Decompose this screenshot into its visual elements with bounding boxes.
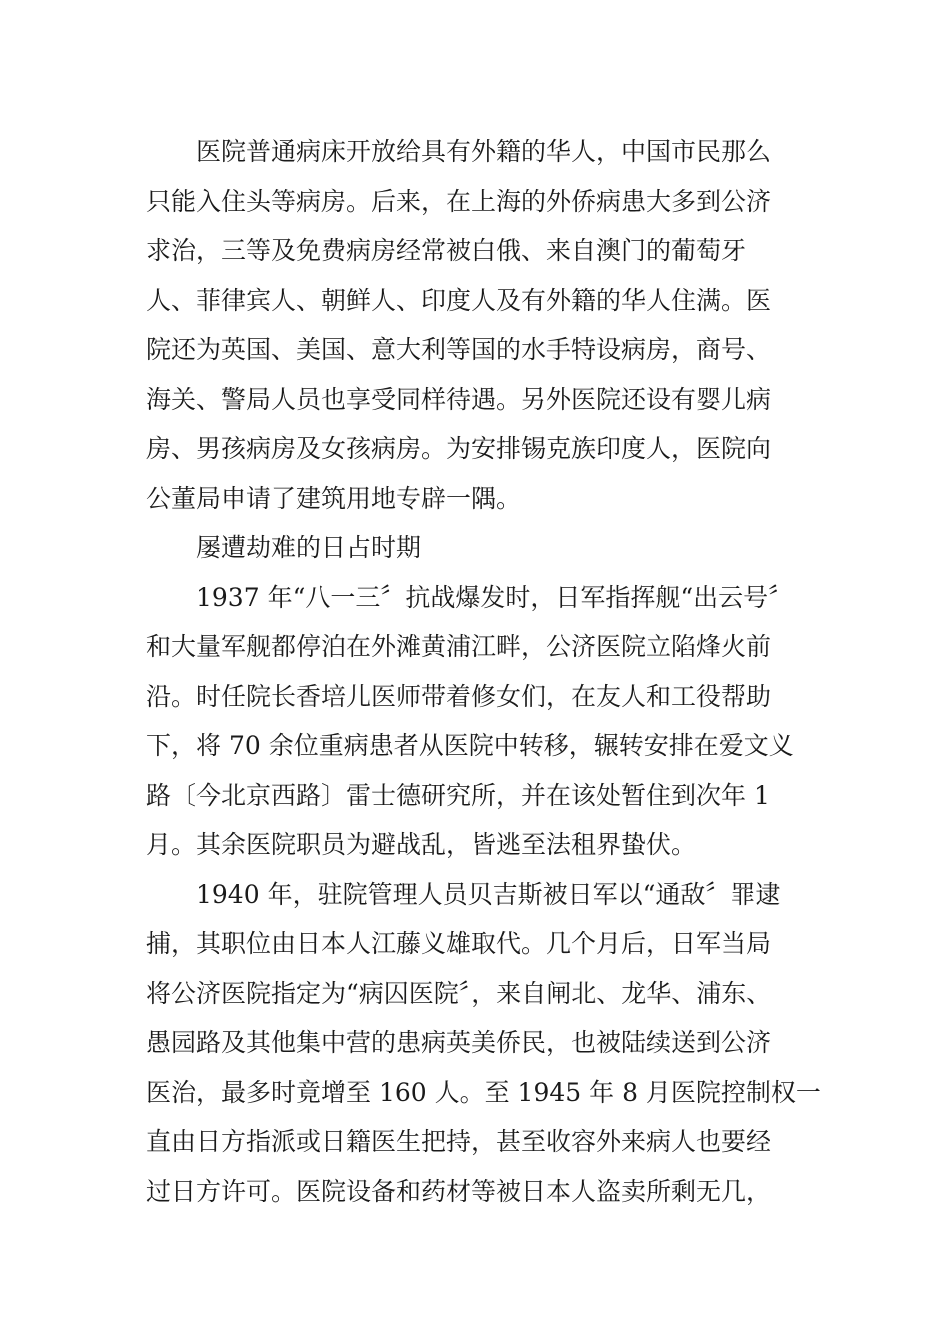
paragraph-line: 求治，三等及免费病房经常被白俄、来自澳门的葡萄牙 [146, 236, 747, 265]
paragraph-line: 直由日方指派或日籍医生把持，甚至收容外来病人也要经 [146, 1127, 772, 1156]
document-body [146, 127, 821, 1216]
paragraph-line: 沿。时任院长香培儿医师带着修女们，在友人和工役帮助 [146, 681, 772, 711]
paragraph-line: 海关、警局人员也享受同样待遇。另外医院还设有婴儿病 [146, 384, 772, 414]
paragraph-line: 捕，其职位由日本人江藤义雄取代。几个月后，日军当局 [146, 929, 772, 958]
paragraph-line: 人、菲律宾人、朝鲜人、印度人及有外籍的华人住满。医 [146, 285, 772, 315]
paragraph-line: 愚园路及其他集中营的患病英美侨民，也被陆续送到公济 [146, 1028, 772, 1057]
paragraph-line: 将公济医院指定为“病囚医院〞，来自闸北、龙华、浦东、 [146, 978, 772, 1008]
paragraph-line: 1937 年“八一三〞抗战爆发时，日军指挥舰“出云号〞 [196, 582, 794, 612]
paragraph-line: 和大量军舰都停泊在外滩黄浦江畔，公济医院立陷烽火前 [146, 632, 772, 661]
paragraph-line: 只能入住头等病房。后来，在上海的外侨病患大多到公济 [146, 186, 772, 216]
paragraph-line: 下，将 70 余位重病患者从医院中转移，辗转安排在爱文义 [146, 731, 794, 760]
paragraph-line: 路〔今北京西路〕雷士德研究所，并在该处暂住到次年 1 [146, 780, 770, 810]
paragraph-line: 医治，最多时竟增至 160 人。至 1945 年 8 月医院控制权一 [146, 1077, 821, 1107]
paragraph-line: 房、男孩病房及女孩病房。为安排锡克族印度人，医院向 [146, 434, 772, 463]
paragraph-line: 月。其余医院职员为避战乱，皆逃至法租界蛰伏。 [146, 830, 697, 859]
paragraph-line: 1940 年，驻院管理人员贝吉斯被日军以“通敌〞罪逮 [196, 879, 781, 909]
paragraph-line: 医院普通病床开放给具有外籍的华人，中国市民那么 [196, 137, 772, 166]
section-heading: 屡遭劫难的日占时期 [196, 533, 422, 562]
paragraph-line: 过日方许可。医院设备和药材等被日本人盗卖所剩无几， [146, 1176, 772, 1206]
paragraph-line: 院还为英国、美国、意大利等国的水手特设病房，商号、 [146, 335, 772, 364]
paragraph-line: 公董局申请了建筑用地专辟一隅。 [146, 483, 522, 513]
